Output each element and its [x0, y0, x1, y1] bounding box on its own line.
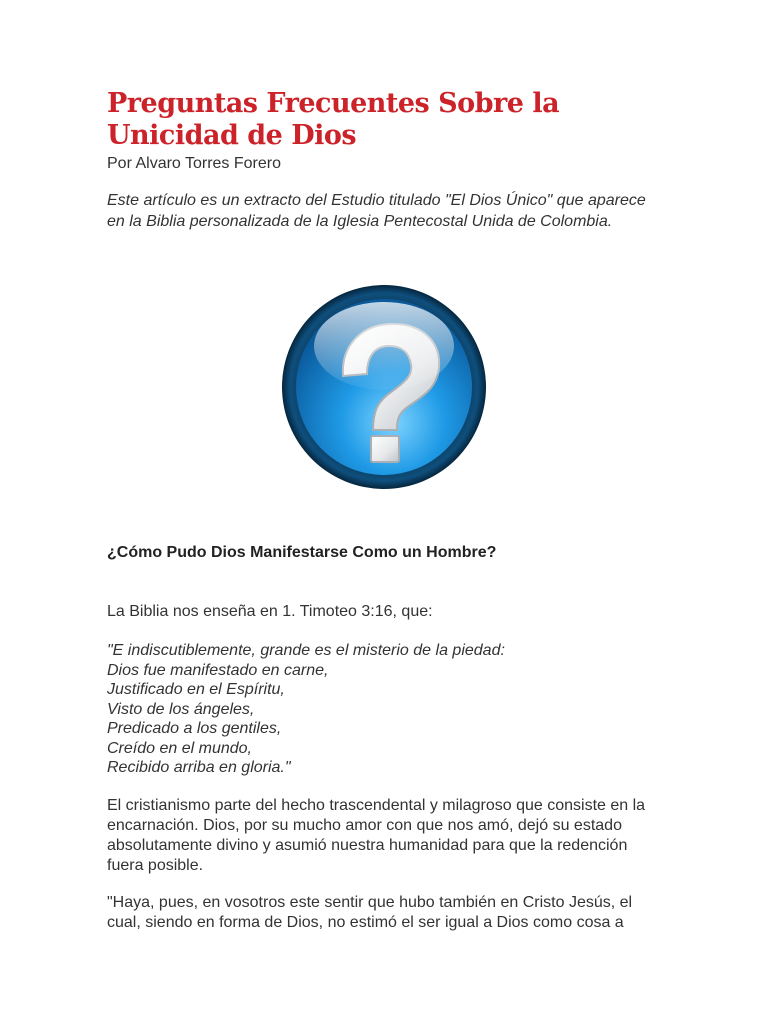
- author-byline: Por Alvaro Torres Forero: [107, 155, 281, 172]
- intro-line-1: Este artículo es un extracto del Estudio titulado "El Dios Único" que aparece: [107, 192, 646, 209]
- intro-line-2: en la Biblia personalizada de la Iglesia Pentecostal Unida de Colombia.: [107, 213, 613, 230]
- verse-line: Creído en el mundo,: [107, 739, 252, 757]
- intro-note: [107, 190, 667, 232]
- section-heading: ¿Cómo Pudo Dios Manifestarse Como un Hombre?: [107, 544, 497, 561]
- verse-line: "E indiscutiblemente, grande es el misterio de la piedad:: [107, 642, 505, 659]
- body-paragraph-1: [107, 796, 663, 876]
- text-line: "Haya, pues, en vosotros este sentir que hubo también en Cristo Jesús, el: [107, 894, 633, 911]
- article-header: [107, 88, 667, 232]
- verse-line: Recibido arriba en gloria.": [107, 759, 291, 776]
- verse-line: Predicado a los gentiles,: [107, 720, 282, 737]
- title-line-2: Unicidad de Dios: [107, 120, 357, 151]
- text-line: fuera posible.: [107, 857, 204, 874]
- body-paragraph-2: [107, 893, 663, 933]
- scripture-quote: [107, 641, 663, 778]
- question-mark-icon: [281, 284, 487, 490]
- verse-line: Justificado en el Espíritu,: [107, 681, 285, 698]
- verse-line: Dios fue manifestado en carne,: [107, 661, 329, 679]
- title-line-1: Preguntas Frecuentes Sobre la: [107, 88, 560, 119]
- text-line: absolutamente divino y asumió nuestra humanidad para que la redención: [107, 837, 628, 854]
- text-line: El cristianismo parte del hecho trascendental y milagroso que consiste en la: [107, 797, 646, 814]
- text-line: encarnación. Dios, por su mucho amor con que nos amó, dejó su estado: [107, 817, 622, 834]
- article-title: [107, 88, 667, 152]
- text-line: cual, siendo en forma de Dios, no estimó el ser igual a Dios como cosa a: [107, 914, 624, 931]
- verse-line: Visto de los ángeles,: [107, 700, 255, 718]
- lead-paragraph: La Biblia nos enseña en 1. Timoteo 3:16, que:: [107, 603, 433, 620]
